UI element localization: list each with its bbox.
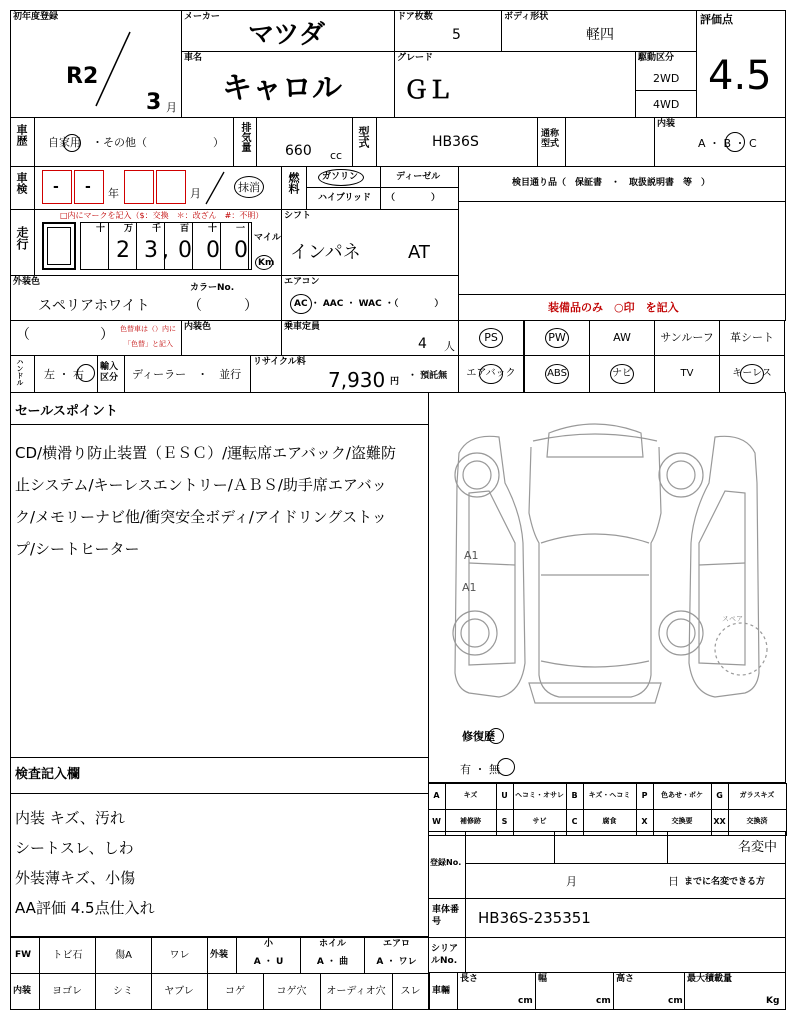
doors-label: ドア枚数 bbox=[397, 12, 433, 22]
equip-circle bbox=[545, 364, 569, 384]
inspection-label: 車検 bbox=[15, 172, 28, 194]
height-unit: cm bbox=[668, 996, 683, 1006]
equip-item-pw: PW bbox=[548, 331, 566, 344]
history-private-circle bbox=[63, 134, 81, 152]
shift-position: インパネ bbox=[290, 242, 361, 263]
footer-ext-label: 外装 bbox=[210, 950, 229, 960]
recycle-value: 7,930 bbox=[328, 368, 386, 392]
fuel-divider-mid bbox=[380, 166, 381, 210]
length-unit: cm bbox=[518, 996, 533, 1006]
history-value: 自家用 ・その他（ ） bbox=[48, 136, 224, 149]
equip-item: キーレス bbox=[732, 368, 772, 379]
insp-year-unit: 年 bbox=[108, 187, 119, 200]
legend-text: 補修跡 bbox=[460, 817, 481, 825]
mileage-divider bbox=[34, 209, 35, 276]
shift-type: AT bbox=[408, 242, 430, 263]
docs-label: 検目通り品（ 保証書 ・ 取扱説明書 等 ） bbox=[512, 178, 711, 188]
legend-text: ヘコミ・オサレ bbox=[515, 791, 564, 799]
equip-item-革シート: 革シート bbox=[730, 331, 774, 344]
history-label-divider bbox=[34, 117, 35, 167]
mileage-note: □内にマークを記入（$：交換 ＊：改ざん #：不明） bbox=[60, 211, 264, 220]
equip-header: 装備品のみ ○印 を記入 bbox=[548, 301, 679, 314]
fuel-gasoline: ガソリン bbox=[322, 172, 359, 182]
fuel-hybrid: ハイブリッド bbox=[318, 193, 372, 203]
serial-label: シリアルNo. bbox=[431, 944, 459, 966]
footer-item: オーディオ穴 bbox=[326, 986, 386, 997]
grade-label: グレード bbox=[397, 53, 434, 63]
recycle-label: リサイクル料 bbox=[253, 357, 306, 367]
equip-item: ABS bbox=[547, 368, 567, 379]
legend-text: 腐食 bbox=[602, 817, 617, 825]
capacity-value: 4 bbox=[418, 336, 427, 352]
type-divider bbox=[376, 117, 377, 167]
legend-text: S bbox=[501, 817, 508, 826]
mileage-digit-label: 一 bbox=[236, 224, 246, 234]
insp-unregistered-circle bbox=[234, 176, 264, 198]
legend-text: 交換要 bbox=[671, 817, 693, 825]
reg-cell-1 bbox=[465, 831, 555, 864]
damage-mark-2: A1 bbox=[462, 581, 477, 594]
mileage-digit-label: 万 bbox=[124, 224, 134, 234]
chassis-label: 車体番号 bbox=[432, 905, 460, 927]
fuel-label: 燃料 bbox=[287, 172, 300, 194]
legend-text: ガラスキズ bbox=[739, 791, 775, 799]
drive-2wd: 2WD bbox=[653, 72, 680, 85]
footer-item: スレ bbox=[400, 986, 421, 997]
inspection-line: シートスレ、しわ bbox=[15, 839, 134, 857]
legend-text: P bbox=[641, 791, 648, 800]
drive-4wd: 4WD bbox=[653, 98, 680, 111]
footer-group-value: A ・ 曲 bbox=[316, 957, 349, 967]
inspection-line: 内装 キズ、汚れ bbox=[15, 809, 125, 827]
legend-text: 色あせ・ボケ bbox=[661, 791, 703, 799]
displacement-value: 660 bbox=[285, 143, 312, 159]
equip-circle bbox=[545, 328, 569, 348]
type-label: 型式 bbox=[357, 126, 370, 148]
displacement-label: 排気量 bbox=[239, 122, 250, 152]
footer-item: ヤブレ bbox=[164, 986, 194, 997]
equip-circle bbox=[740, 364, 764, 384]
fuel-other: （ ） bbox=[386, 193, 441, 203]
mileage-digit-label: 百 bbox=[180, 224, 190, 234]
footer-group-label: 小 bbox=[263, 939, 273, 949]
legend-text: A bbox=[433, 791, 440, 800]
serial-box bbox=[428, 937, 786, 973]
fuel-divider-v bbox=[306, 166, 307, 210]
shift-label: シフト bbox=[284, 211, 312, 221]
dims-label: 車輛 bbox=[432, 986, 451, 996]
handle-label: ハンドル bbox=[16, 358, 24, 386]
sales-line: ク/メモリーナビ他/衝突安全ボディ/アイドリングストッ bbox=[15, 508, 387, 526]
insp-dash-1: - bbox=[53, 179, 59, 195]
color-change-value: （ ） bbox=[16, 327, 114, 343]
ac-value: AC ・ AAC ・ WAC ・（ ） bbox=[294, 299, 444, 309]
import-label: 輸入区分 bbox=[100, 362, 119, 383]
body-value: 軽四 bbox=[586, 27, 614, 43]
inspection-title: 検査記入欄 bbox=[15, 767, 81, 782]
recycle-deposit: ・ 預託無 bbox=[408, 371, 448, 381]
mileage-digit-label: 十 bbox=[96, 224, 106, 234]
model-value: キャロル bbox=[222, 71, 342, 106]
fuel-gasoline-circle bbox=[318, 169, 364, 186]
score-label: 評価点 bbox=[700, 13, 733, 26]
equip-item: エアバック bbox=[466, 368, 516, 379]
score-value: 4.5 bbox=[708, 53, 772, 99]
interior-grade: A ・ B ・ C bbox=[698, 137, 757, 150]
footer-item: ワレ bbox=[169, 950, 190, 961]
legend-text: キズ bbox=[463, 791, 478, 799]
first-reg-era-year: R2 bbox=[66, 64, 99, 89]
equip-item: ナビ bbox=[612, 368, 632, 379]
reg-cell-2 bbox=[554, 831, 668, 864]
equip-circle bbox=[610, 364, 634, 384]
common-type-label: 通称型式 bbox=[541, 129, 560, 149]
mileage-digit: 2 bbox=[116, 238, 130, 263]
body-label: ボディ形状 bbox=[504, 12, 549, 22]
legend-text: 交換済 bbox=[746, 817, 768, 825]
legend-text: X bbox=[641, 817, 648, 826]
legend-text: C bbox=[571, 817, 578, 826]
legend-text: サビ bbox=[532, 817, 547, 825]
first-reg-month: 3 bbox=[146, 90, 162, 115]
recycle-unit: 円 bbox=[390, 377, 400, 387]
model-label: 車名 bbox=[184, 53, 203, 63]
length-label: 長さ bbox=[460, 974, 479, 984]
mileage-digit: 0 bbox=[206, 238, 220, 263]
mileage-digit: 3 bbox=[144, 238, 158, 263]
color-no-value: （ ） bbox=[188, 298, 258, 314]
repair-value: 有 ・ 無 bbox=[460, 763, 500, 776]
handle-right-circle bbox=[77, 364, 95, 382]
docs-area bbox=[458, 201, 786, 295]
displacement-unit: cc bbox=[330, 149, 343, 162]
first-reg-label: 初年度登録 bbox=[13, 12, 59, 22]
grade-value: ＧＬ bbox=[404, 76, 452, 104]
max-load-unit: Kg bbox=[766, 996, 780, 1006]
mileage-digit-label: 千 bbox=[152, 224, 162, 234]
maker-value: マツダ bbox=[248, 20, 325, 50]
inspection-title-rule bbox=[10, 793, 429, 794]
legend-text: XX bbox=[713, 817, 726, 826]
equip-circle bbox=[479, 364, 503, 384]
repair-label-circle bbox=[488, 728, 504, 744]
insp-dash-2: - bbox=[85, 179, 91, 195]
footer-item: コゲ穴 bbox=[276, 986, 307, 997]
legend-text: G bbox=[716, 791, 723, 800]
first-reg-month-unit: 月 bbox=[166, 101, 177, 114]
mileage-label: 走行 bbox=[15, 226, 29, 250]
color-change-note1: 色替車は（）内に bbox=[120, 325, 176, 333]
footer-group-value: A ・ U bbox=[253, 957, 284, 967]
insp-slash bbox=[200, 170, 230, 206]
repair-label: 修復歴 bbox=[462, 730, 495, 743]
footer-fw-label: FW bbox=[15, 950, 32, 960]
equip-item-ps: PS bbox=[484, 331, 498, 344]
footer-interior-label: 内装 bbox=[13, 986, 32, 996]
type-value: HB36S bbox=[432, 134, 479, 150]
width-unit: cm bbox=[596, 996, 611, 1006]
ext-color-value: スペリアホワイト bbox=[38, 298, 150, 314]
maker-label: メーカー bbox=[184, 12, 220, 22]
ac-circle bbox=[290, 294, 312, 314]
handle-value: 左 ・ 右 bbox=[44, 368, 84, 381]
legend-text: W bbox=[432, 817, 441, 826]
equip-circle bbox=[479, 328, 503, 348]
footer-item: 傷A bbox=[115, 950, 132, 961]
first-reg-slash bbox=[90, 30, 140, 110]
ac-label: エアコン bbox=[284, 277, 320, 287]
common-type-divider bbox=[565, 117, 566, 167]
legend-text: U bbox=[501, 791, 508, 800]
insp-month-box2 bbox=[156, 170, 186, 204]
interior-grade-circle bbox=[725, 132, 745, 152]
inspection-divider bbox=[34, 166, 35, 210]
legend-text: B bbox=[571, 791, 578, 800]
equip-item-aw: AW bbox=[613, 331, 631, 344]
footer-group-label: ホイル bbox=[318, 939, 346, 949]
reg-deadline-text: までに名変できる方 bbox=[684, 877, 766, 887]
registration-label: 登録No. bbox=[430, 858, 462, 867]
repair-none-circle bbox=[497, 758, 515, 776]
width-label: 幅 bbox=[538, 974, 548, 984]
mileage-km-label: Km bbox=[258, 258, 275, 268]
doors-value: 5 bbox=[452, 27, 461, 43]
max-load-label: 最大積載量 bbox=[687, 974, 733, 984]
spare-label: スペア bbox=[722, 615, 743, 623]
equip-item-サンルーフ: サンルーフ bbox=[660, 331, 714, 344]
sales-line: CD/横滑り防止装置（ＥＳＣ）/運転席エアバック/盗難防 bbox=[15, 444, 396, 462]
car-diagram bbox=[429, 393, 785, 723]
ext-color-label: 外装色 bbox=[13, 277, 41, 287]
fuel-diesel: ディーゼル bbox=[396, 172, 441, 182]
damage-mark-1: A1 bbox=[464, 549, 479, 562]
drive-label: 駆動区分 bbox=[638, 53, 675, 63]
mileage-box-inner bbox=[47, 227, 71, 265]
int-color-label: 内装色 bbox=[184, 322, 212, 332]
mileage-mile-label: マイル bbox=[254, 233, 281, 243]
mileage-digit: 0 bbox=[178, 238, 192, 263]
footer-item: シミ bbox=[113, 986, 133, 997]
equip-item: TV bbox=[680, 368, 694, 379]
sales-title: セールスポイント bbox=[15, 404, 118, 419]
legend-text: キズ・ヘコミ bbox=[588, 791, 631, 799]
color-no-label: カラーNo. bbox=[190, 283, 235, 293]
mileage-digit: 0 bbox=[234, 238, 248, 263]
handle-divider bbox=[34, 355, 35, 393]
name-change-value: 名変中 bbox=[738, 840, 778, 855]
sales-line: プ/シートヒーター bbox=[15, 540, 140, 558]
fuel-divider-h bbox=[306, 187, 459, 188]
color-change-note2: 「色替」と記入 bbox=[124, 340, 173, 348]
footer-group-label: エアロ bbox=[382, 939, 410, 949]
chassis-value: HB36S-235351 bbox=[478, 909, 591, 927]
footer-group-value: A ・ ワレ bbox=[376, 957, 417, 967]
footer-item: コゲ bbox=[225, 986, 245, 997]
displacement-divider bbox=[256, 117, 257, 167]
inspection-line: 外装薄キズ、小傷 bbox=[15, 869, 136, 887]
insp-month-unit: 月 bbox=[190, 187, 201, 200]
mileage-digit: , bbox=[162, 238, 169, 263]
mileage-digit-label: 十 bbox=[208, 224, 218, 234]
sales-line: 止システム/キーレスエントリー/ＡＢＳ/助手席エアバッ bbox=[15, 476, 387, 494]
history-label: 車歴 bbox=[15, 124, 28, 146]
reg-month-unit: 月 bbox=[566, 875, 577, 888]
drive-divider bbox=[635, 90, 697, 91]
insp-month-box1 bbox=[124, 170, 154, 204]
capacity-label: 乗車定員 bbox=[284, 322, 321, 332]
capacity-unit: 人 bbox=[444, 340, 455, 353]
insp-unregistered: 抹消 bbox=[238, 181, 260, 194]
import-divider bbox=[124, 355, 125, 393]
reg-day-unit: 日 bbox=[668, 875, 679, 888]
footer-item: トビ石 bbox=[52, 950, 83, 961]
sales-title-rule bbox=[10, 424, 429, 425]
footer-item: ヨゴレ bbox=[52, 986, 82, 997]
inspection-line: AA評価 4.5点仕入れ bbox=[15, 899, 155, 917]
import-value: ディーラー ・ 並行 bbox=[132, 368, 242, 381]
mileage-km-circle bbox=[255, 255, 273, 270]
height-label: 高さ bbox=[616, 974, 635, 984]
interior-label: 内装 bbox=[657, 119, 676, 129]
